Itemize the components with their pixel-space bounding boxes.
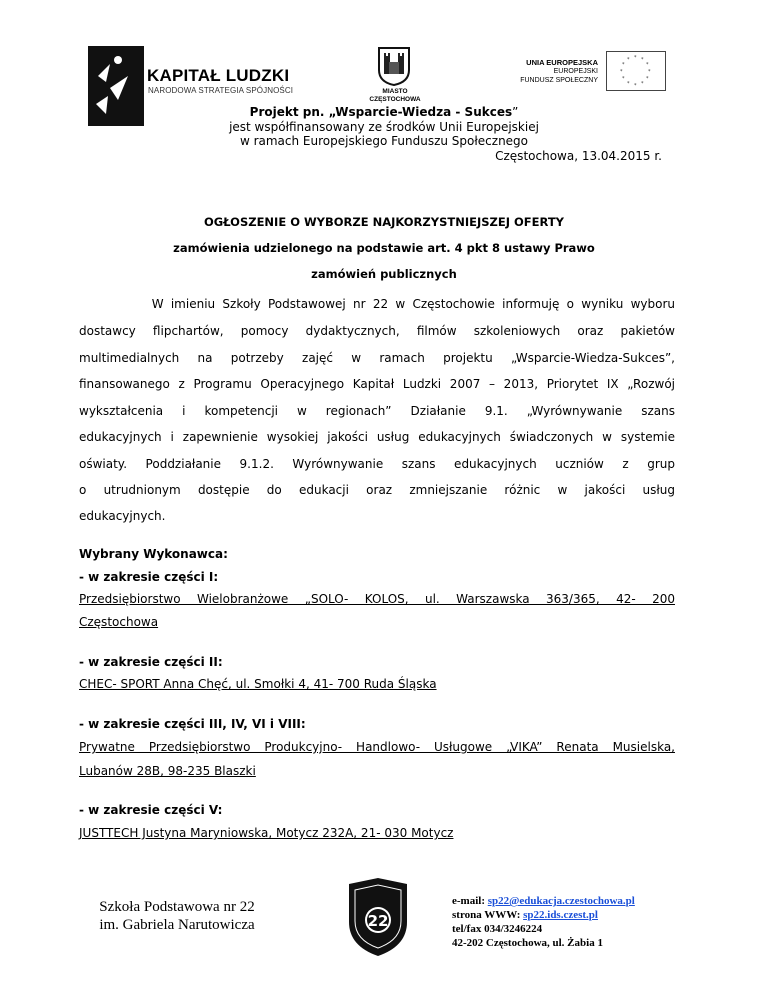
kapital-ludzki-title: KAPITAŁ LUDZKI	[147, 66, 290, 85]
section-heading-1: - w zakresie części I:	[79, 570, 219, 584]
body-line-9: edukacyjnych.	[79, 509, 166, 523]
address: 42-202 Częstochowa, ul. Żabia 1	[452, 937, 603, 949]
section-heading-3: - w zakresie części III, IV, VI i VIII:	[79, 717, 306, 731]
eu-label	[504, 58, 598, 85]
body-line-7: oświaty. Poddziałanie 9.1.2. Wyrównywanie szans edukacyjnych uczniów z grup	[79, 457, 675, 471]
notice-subtitle1: zamówienia udzielonego na podstawie art. 4 pkt 8 ustawy Prawo	[173, 241, 595, 255]
city-crest-icon	[377, 46, 411, 86]
section-3-line-1: Prywatne Przedsiębiorstwo Produkcyjno- Handlowo- Usługowe „VIKA” Renata Musielska,	[79, 740, 675, 754]
svg-text:*: *	[641, 81, 644, 87]
svg-text:*: *	[620, 69, 623, 75]
body-line-8: o utrudnionym dostępie do edukacji oraz zmniejszanie różnic w jakości usług	[79, 483, 675, 497]
www-label: strona WWW:	[452, 909, 524, 921]
city-label	[365, 88, 425, 104]
eu-line2: EUROPEJSKI	[553, 68, 598, 75]
svg-text:*: *	[634, 83, 637, 89]
body-line-1: W imieniu Szkoły Podstawowej nr 22 w Częstochowie informuję o wyniku wyboru	[79, 297, 675, 311]
svg-text:*: *	[634, 55, 637, 61]
www-link[interactable]: sp22.ids.czest.pl	[523, 909, 598, 921]
phone: tel/fax 034/3246224	[452, 923, 543, 935]
eu-line3: FUNDUSZ SPOŁECZNY	[520, 77, 598, 84]
email-label: e-mail:	[452, 895, 488, 907]
section-2-line-1: CHEC- SPORT Anna Chęć, ul. Smołki 4, 41- 700 Ruda Śląska	[79, 677, 437, 691]
school-line2: im. Gabriela Narutowicza	[99, 917, 255, 933]
www-line	[452, 908, 635, 922]
body-line-6: edukacyjnych i zapewnienie wysokiej jakości usług edukacyjnych świadczonych w systemie	[79, 430, 675, 444]
svg-text:*: *	[622, 76, 625, 82]
notice-title: OGŁOSZENIE O WYBORZE NAJKORZYSTNIEJSZEJ OFERTY	[203, 215, 564, 229]
project-line3: w ramach Europejskiego Funduszu Społecznego	[239, 134, 529, 148]
body-line-5: wykształcenia i kompetencji w regionach” Działanie 9.1. „Wyrównywanie szans	[79, 404, 675, 418]
body-line-3: multimedialnych na potrzeby zajęć w ramach projektu „Wsparcie-Wiedza-Sukces”,	[79, 351, 675, 365]
body-line-4: finansowanego z Programu Operacyjnego Kapitał Ludzki 2007 – 2013, Priorytet IX „Rozwój	[79, 377, 675, 391]
svg-text:*: *	[627, 81, 630, 87]
svg-text:*: *	[622, 62, 625, 68]
svg-text:*: *	[648, 69, 651, 75]
project-suffix: ”	[512, 105, 519, 119]
eu-flag-icon	[606, 51, 666, 91]
svg-text:*: *	[646, 62, 649, 68]
badge-number: 22	[367, 912, 389, 930]
school-name	[72, 898, 282, 934]
section-3-line-2: Lubanów 28B, 98-235 Blaszki	[79, 764, 256, 778]
city-label-line2: CZĘSTOCHOWA	[369, 96, 421, 103]
email-line	[452, 894, 635, 908]
winner-heading: Wybrany Wykonawca:	[79, 547, 228, 561]
section-4-line-1: JUSTTECH Justyna Maryniowska, Motycz 232A, 21- 030 Motycz	[79, 826, 454, 840]
project-prefix: Projekt pn	[249, 105, 320, 119]
school-badge-icon	[345, 876, 411, 958]
city-label-line1: MIASTO	[382, 88, 408, 95]
notice-subtitle2: zamówień publicznych	[311, 267, 457, 281]
body-line-2: dostawcy flipchartów, pomocy dydaktycznych, filmów szkoleniowych oraz pakietów	[79, 324, 675, 338]
document-date: Częstochowa, 13.04.2015 r.	[495, 149, 662, 163]
school-line1: Szkoła Podstawowa nr 22	[99, 899, 255, 915]
project-line2: jest współfinansowany ze środków Unii Europejskiej	[229, 120, 539, 134]
svg-text:*: *	[627, 57, 630, 63]
project-name: . „Wsparcie-Wiedza - Sukces	[319, 105, 513, 119]
kapital-ludzki-subtitle: NARODOWA STRATEGIA SPÓJNOŚCI	[148, 86, 294, 95]
section-heading-2: - w zakresie części II:	[79, 655, 223, 669]
svg-text:*: *	[641, 57, 644, 63]
eu-line1: UNIA EUROPEJSKA	[526, 58, 598, 67]
section-heading-4: - w zakresie części V:	[79, 803, 223, 817]
svg-text:*: *	[646, 76, 649, 82]
contact-info	[452, 894, 635, 950]
section-1-line-2: Częstochowa	[79, 615, 159, 629]
section-1-line-1: Przedsiębiorstwo Wielobranżowe „SOLO- KOLOS, ul. Warszawska 363/365, 42- 200	[79, 592, 675, 606]
project-title	[0, 105, 768, 120]
email-link[interactable]: sp22@edukacja.czestochowa.pl	[487, 895, 635, 907]
